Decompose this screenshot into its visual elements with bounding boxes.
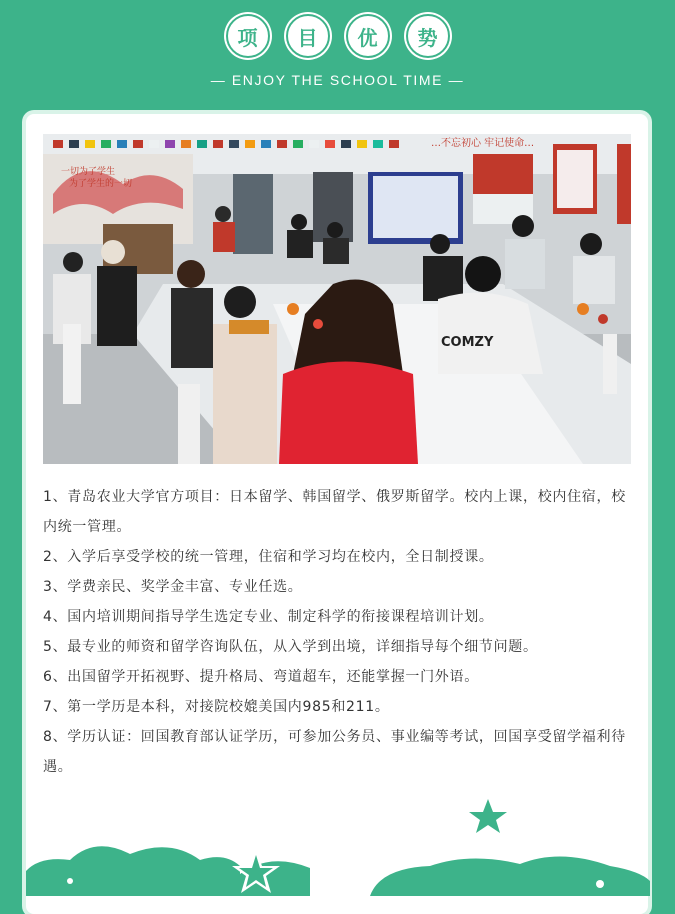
subtitle: — ENJOY THE SCHOOL TIME — xyxy=(210,72,465,88)
header xyxy=(0,0,675,112)
title-char-3: 优 xyxy=(346,14,390,58)
wall-banner-left-line1: 一切为了学生 xyxy=(61,167,116,177)
list-item: 5、最专业的师资和留学咨询队伍，从入学到出境，详细指导每个细节问题。 xyxy=(43,639,538,655)
wall-banner-right: …不忘初心 牢记使命… xyxy=(431,138,535,149)
wall-banner-left-line2: 为了学生的一切 xyxy=(69,179,133,189)
list-item: 6、出国留学开拓视野、提升格局、弯道超车，还能掌握一门外语。 xyxy=(43,669,479,685)
list-item: 3、学费亲民、奖学金丰富、专业任选。 xyxy=(43,579,303,595)
page-title xyxy=(0,14,675,58)
list-item: 4、国内培训期间指导学生选定专业、制定科学的衔接课程培训计划。 xyxy=(43,609,494,625)
list-item: 2、入学后享受学校的统一管理，住宿和学习均在校内，全日制授课。 xyxy=(43,549,494,565)
cloud-shape xyxy=(370,856,650,896)
list-item: 7、第一学历是本科，对接院校媲美国内985和211。 xyxy=(43,699,390,715)
cloud-shape xyxy=(26,846,240,896)
bottom-decoration xyxy=(0,756,675,896)
shirt-text: COMZY xyxy=(441,335,494,350)
advantages-list xyxy=(43,482,633,782)
title-char-1: 项 xyxy=(226,14,270,58)
title-char-4: 势 xyxy=(406,14,450,58)
title-char-2: 目 xyxy=(286,14,330,58)
classroom-photo xyxy=(43,134,631,464)
star-icon xyxy=(469,799,507,833)
list-item: 8、学历认证：回国教育部认证学历，可参加公务员、事业编等考试，回国享受留学福利待遇。 xyxy=(43,729,626,775)
classroom-photo-illustration xyxy=(43,134,631,464)
list-item: 1、青岛农业大学官方项目：日本留学、韩国留学、俄罗斯留学。校内上课，校内住宿，校内统一管理。 xyxy=(43,489,626,535)
